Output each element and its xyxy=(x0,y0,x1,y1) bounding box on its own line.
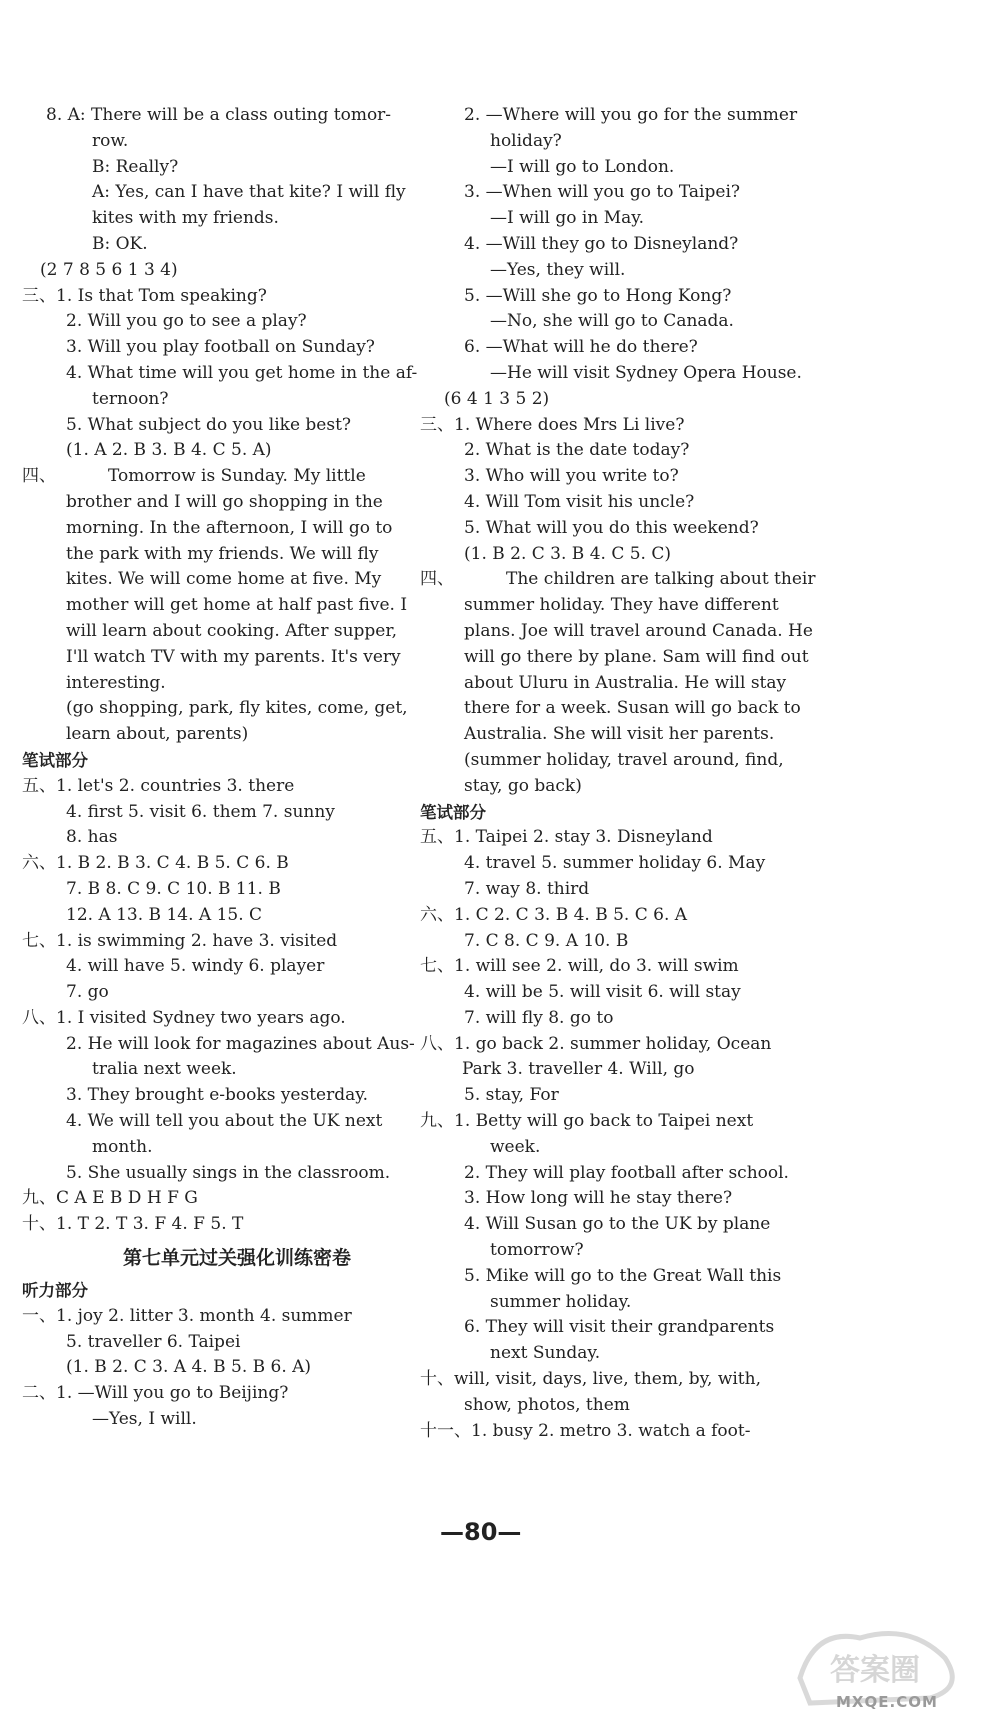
text-line: A: Yes, can I have that kite? I will fly xyxy=(92,182,406,203)
text-line: tomorrow? xyxy=(490,1240,584,1261)
text-line: 4. first 5. visit 6. them 7. sunny xyxy=(66,801,335,822)
text: 1. is swimming 2. have 3. visited xyxy=(56,930,338,951)
unit-title: 第七单元过关强化训练密卷 xyxy=(122,1247,351,1270)
question-row xyxy=(22,1006,452,1032)
text-line: 4. travel 5. summer holiday 6. May xyxy=(464,853,766,874)
text: 1. Taipei 2. stay 3. Disneyland xyxy=(454,827,713,848)
text-line: 3. Will you play football on Sunday? xyxy=(66,337,375,358)
section-heading: 笔试部分 xyxy=(22,750,88,770)
left-column xyxy=(22,103,452,1433)
text-line: 7. C 8. C 9. A 10. B xyxy=(464,930,629,951)
text-line: 5. —Will she go to Hong Kong? xyxy=(464,285,732,306)
question-row xyxy=(22,1186,452,1212)
text-line: kites. We will come home at five. My xyxy=(66,569,382,590)
text-line: —Yes, they will. xyxy=(490,259,626,280)
section-mark: 十一、 xyxy=(420,1420,471,1441)
text-line: 4. —Will they go to Disneyland? xyxy=(464,233,739,254)
text-line: ternoon? xyxy=(92,388,169,409)
text: 1. go back 2. summer holiday, Ocean xyxy=(454,1033,772,1054)
question-row xyxy=(420,1367,830,1393)
answer-list: learn about, parents) xyxy=(66,724,249,745)
text: will, visit, days, live, them, by, with, xyxy=(454,1369,761,1390)
answer-list: (1. B 2. C 3. B 4. C 5. C) xyxy=(464,543,672,564)
text-line: morning. In the afternoon, I will go to xyxy=(66,517,393,538)
text-line: 5. What will you do this weekend? xyxy=(464,517,759,538)
section-mark: 七、 xyxy=(22,930,56,951)
section-mark: 五、 xyxy=(420,827,454,848)
section-mark: 九、 xyxy=(420,1111,454,1132)
text: 1. Is that Tom speaking? xyxy=(56,285,267,306)
text-line: 3. Who will you write to? xyxy=(464,466,679,487)
text: 1. Betty will go back to Taipei next xyxy=(454,1111,754,1132)
answer-list: (go shopping, park, fly kites, come, get, xyxy=(66,698,408,719)
question-row xyxy=(420,1109,830,1135)
text-line: —I will go to London. xyxy=(490,156,675,177)
text-line: 7. will fly 8. go to xyxy=(464,1007,614,1028)
section-mark: 四、 xyxy=(22,466,56,487)
question-row xyxy=(22,1212,452,1238)
text: 1. I visited Sydney two years ago. xyxy=(56,1007,346,1028)
text: 1. T 2. T 3. F 4. F 5. T xyxy=(56,1214,244,1235)
text-line: interesting. xyxy=(66,672,166,693)
text-line: 4. will have 5. windy 6. player xyxy=(66,956,325,977)
text-line: 4. Will Tom visit his uncle? xyxy=(464,491,695,512)
text: 1. —Will you go to Beijing? xyxy=(56,1383,289,1404)
question-row xyxy=(420,567,830,593)
logo-text: 答案圈 xyxy=(830,1653,920,1688)
question-row xyxy=(22,464,452,490)
section-mark: 四、 xyxy=(420,569,454,590)
question-row xyxy=(420,903,830,929)
answer-list: stay, go back) xyxy=(464,775,582,796)
question-row xyxy=(420,413,830,439)
section-mark: 十、 xyxy=(420,1369,454,1390)
section-mark: 八、 xyxy=(22,1007,56,1028)
text-line: kites with my friends. xyxy=(92,208,279,229)
text-line: 2. —Where will you go for the summer xyxy=(464,105,798,125)
text-line: 12. A 13. B 14. A 15. C xyxy=(66,904,263,925)
text-line: 7. go xyxy=(66,982,109,1003)
text-line: summer holiday. xyxy=(490,1291,632,1312)
text-line: 5. What subject do you like best? xyxy=(66,414,352,435)
answer-list: (1. B 2. C 3. A 4. B 5. B 6. A) xyxy=(66,1357,312,1378)
text-line: 3. They brought e-books yesterday. xyxy=(66,1085,368,1106)
text-line: row. xyxy=(92,130,129,151)
page-number: —80— xyxy=(440,1518,522,1546)
question-row xyxy=(22,1304,452,1330)
text-line: 3. How long will he stay there? xyxy=(464,1188,733,1209)
text-line: 4. will be 5. will visit 6. will stay xyxy=(464,982,741,1003)
text-line: show, photos, them xyxy=(464,1394,630,1415)
question-row xyxy=(22,929,452,955)
section-mark: 三、 xyxy=(22,285,56,306)
text-line: 2. He will look for magazines about Aus- xyxy=(66,1033,415,1054)
section-mark: 六、 xyxy=(22,853,56,874)
watermark-url: MXQE.COM xyxy=(836,1693,938,1711)
question-row xyxy=(420,1419,830,1445)
text-line: summer holiday. They have different xyxy=(464,595,779,616)
section-mark: 七、 xyxy=(420,956,454,977)
text: 1. joy 2. litter 3. month 4. summer xyxy=(56,1305,352,1326)
text: 1. C 2. C 3. B 4. B 5. C 6. A xyxy=(454,904,688,925)
section-heading: 听力部分 xyxy=(22,1281,88,1301)
section-mark: 一、 xyxy=(22,1305,56,1326)
text-line: 5. stay, For xyxy=(464,1085,559,1106)
text-line: 8. A: There will be a class outing tomor- xyxy=(46,105,392,125)
question-row xyxy=(420,825,830,851)
text: 1. Where does Mrs Li live? xyxy=(454,414,685,435)
text-line: 6. —What will he do there? xyxy=(464,337,698,358)
question-row xyxy=(22,284,452,310)
text: 1. busy 2. metro 3. watch a foot- xyxy=(471,1420,751,1441)
section-mark: 六、 xyxy=(420,904,454,925)
text: C A E B D H F G xyxy=(56,1188,198,1209)
section-mark: 八、 xyxy=(420,1033,454,1054)
text-line: tralia next week. xyxy=(92,1059,237,1080)
answer-list: (summer holiday, travel around, find, xyxy=(464,749,784,770)
text-line: plans. Joe will travel around Canada. He xyxy=(464,620,813,641)
text-line: Park 3. traveller 4. Will, go xyxy=(462,1059,695,1080)
text-line: —I will go in May. xyxy=(490,208,644,229)
text-line: 5. She usually sings in the classroom. xyxy=(66,1162,391,1183)
text-line: 3. —When will you go to Taipei? xyxy=(464,182,740,203)
section-mark: 三、 xyxy=(420,414,454,435)
question-row xyxy=(22,774,452,800)
text-line: 2. They will play football after school. xyxy=(464,1162,789,1183)
text-line: 5. Mike will go to the Great Wall this xyxy=(464,1265,782,1286)
text-line: holiday? xyxy=(490,130,562,151)
text-line: —No, she will go to Canada. xyxy=(490,311,734,332)
text-line: Australia. She will visit her parents. xyxy=(464,724,775,745)
text-line: the park with my friends. We will fly xyxy=(66,543,379,564)
text: The children are talking about their xyxy=(506,569,816,590)
text-line: B: Really? xyxy=(92,156,179,177)
section-mark: 十、 xyxy=(22,1214,56,1235)
question-row xyxy=(22,851,452,877)
right-column xyxy=(420,103,830,1444)
text-line: next Sunday. xyxy=(490,1343,601,1364)
text-line: 5. traveller 6. Taipei xyxy=(66,1331,241,1352)
text-line: about Uluru in Australia. He will stay xyxy=(464,672,787,693)
section-mark: 九、 xyxy=(22,1188,56,1209)
text-line: —Yes, I will. xyxy=(92,1409,197,1430)
answer-list: (1. A 2. B 3. B 4. C 5. A) xyxy=(66,440,272,461)
text-line: 7. B 8. C 9. C 10. B 11. B xyxy=(66,878,281,899)
text-line: 8. has xyxy=(66,827,118,848)
text-line: I'll watch TV with my parents. It's very xyxy=(66,646,401,667)
question-row xyxy=(420,1032,830,1058)
text-line: there for a week. Susan will go back to xyxy=(464,698,801,719)
text-line: 4. We will tell you about the UK next xyxy=(66,1111,383,1132)
text-line: 4. Will Susan go to the UK by plane xyxy=(464,1214,771,1235)
question-row xyxy=(22,1381,452,1407)
answer-order: (6 4 1 3 5 2) xyxy=(444,388,550,409)
text-line: 6. They will visit their grandparents xyxy=(464,1317,775,1338)
text-line: 7. way 8. third xyxy=(464,878,590,899)
text-line: will go there by plane. Sam will find out xyxy=(464,646,809,667)
text-line: mother will get home at half past five. I xyxy=(66,595,408,616)
text-line: 2. What is the date today? xyxy=(464,440,690,461)
text: 1. will see 2. will, do 3. will swim xyxy=(454,956,739,977)
section-heading: 笔试部分 xyxy=(420,802,486,822)
text: 1. let's 2. countries 3. there xyxy=(56,775,295,796)
question-row xyxy=(420,954,830,980)
text-line: 4. What time will you get home in the af- xyxy=(66,362,418,383)
text-line: month. xyxy=(92,1136,153,1157)
text-line: B: OK. xyxy=(92,233,148,254)
text-line: —He will visit Sydney Opera House. xyxy=(490,362,802,383)
text-line: week. xyxy=(490,1136,541,1157)
answer-order: (2 7 8 5 6 1 3 4) xyxy=(40,259,178,280)
text-line: 2. Will you go to see a play? xyxy=(66,311,307,332)
text: 1. B 2. B 3. C 4. B 5. C 6. B xyxy=(56,853,289,874)
text-line: brother and I will go shopping in the xyxy=(66,491,383,512)
section-mark: 二、 xyxy=(22,1383,56,1404)
text-line: will learn about cooking. After supper, xyxy=(66,620,398,641)
section-mark: 五、 xyxy=(22,775,56,796)
text: Tomorrow is Sunday. My little xyxy=(108,466,366,487)
